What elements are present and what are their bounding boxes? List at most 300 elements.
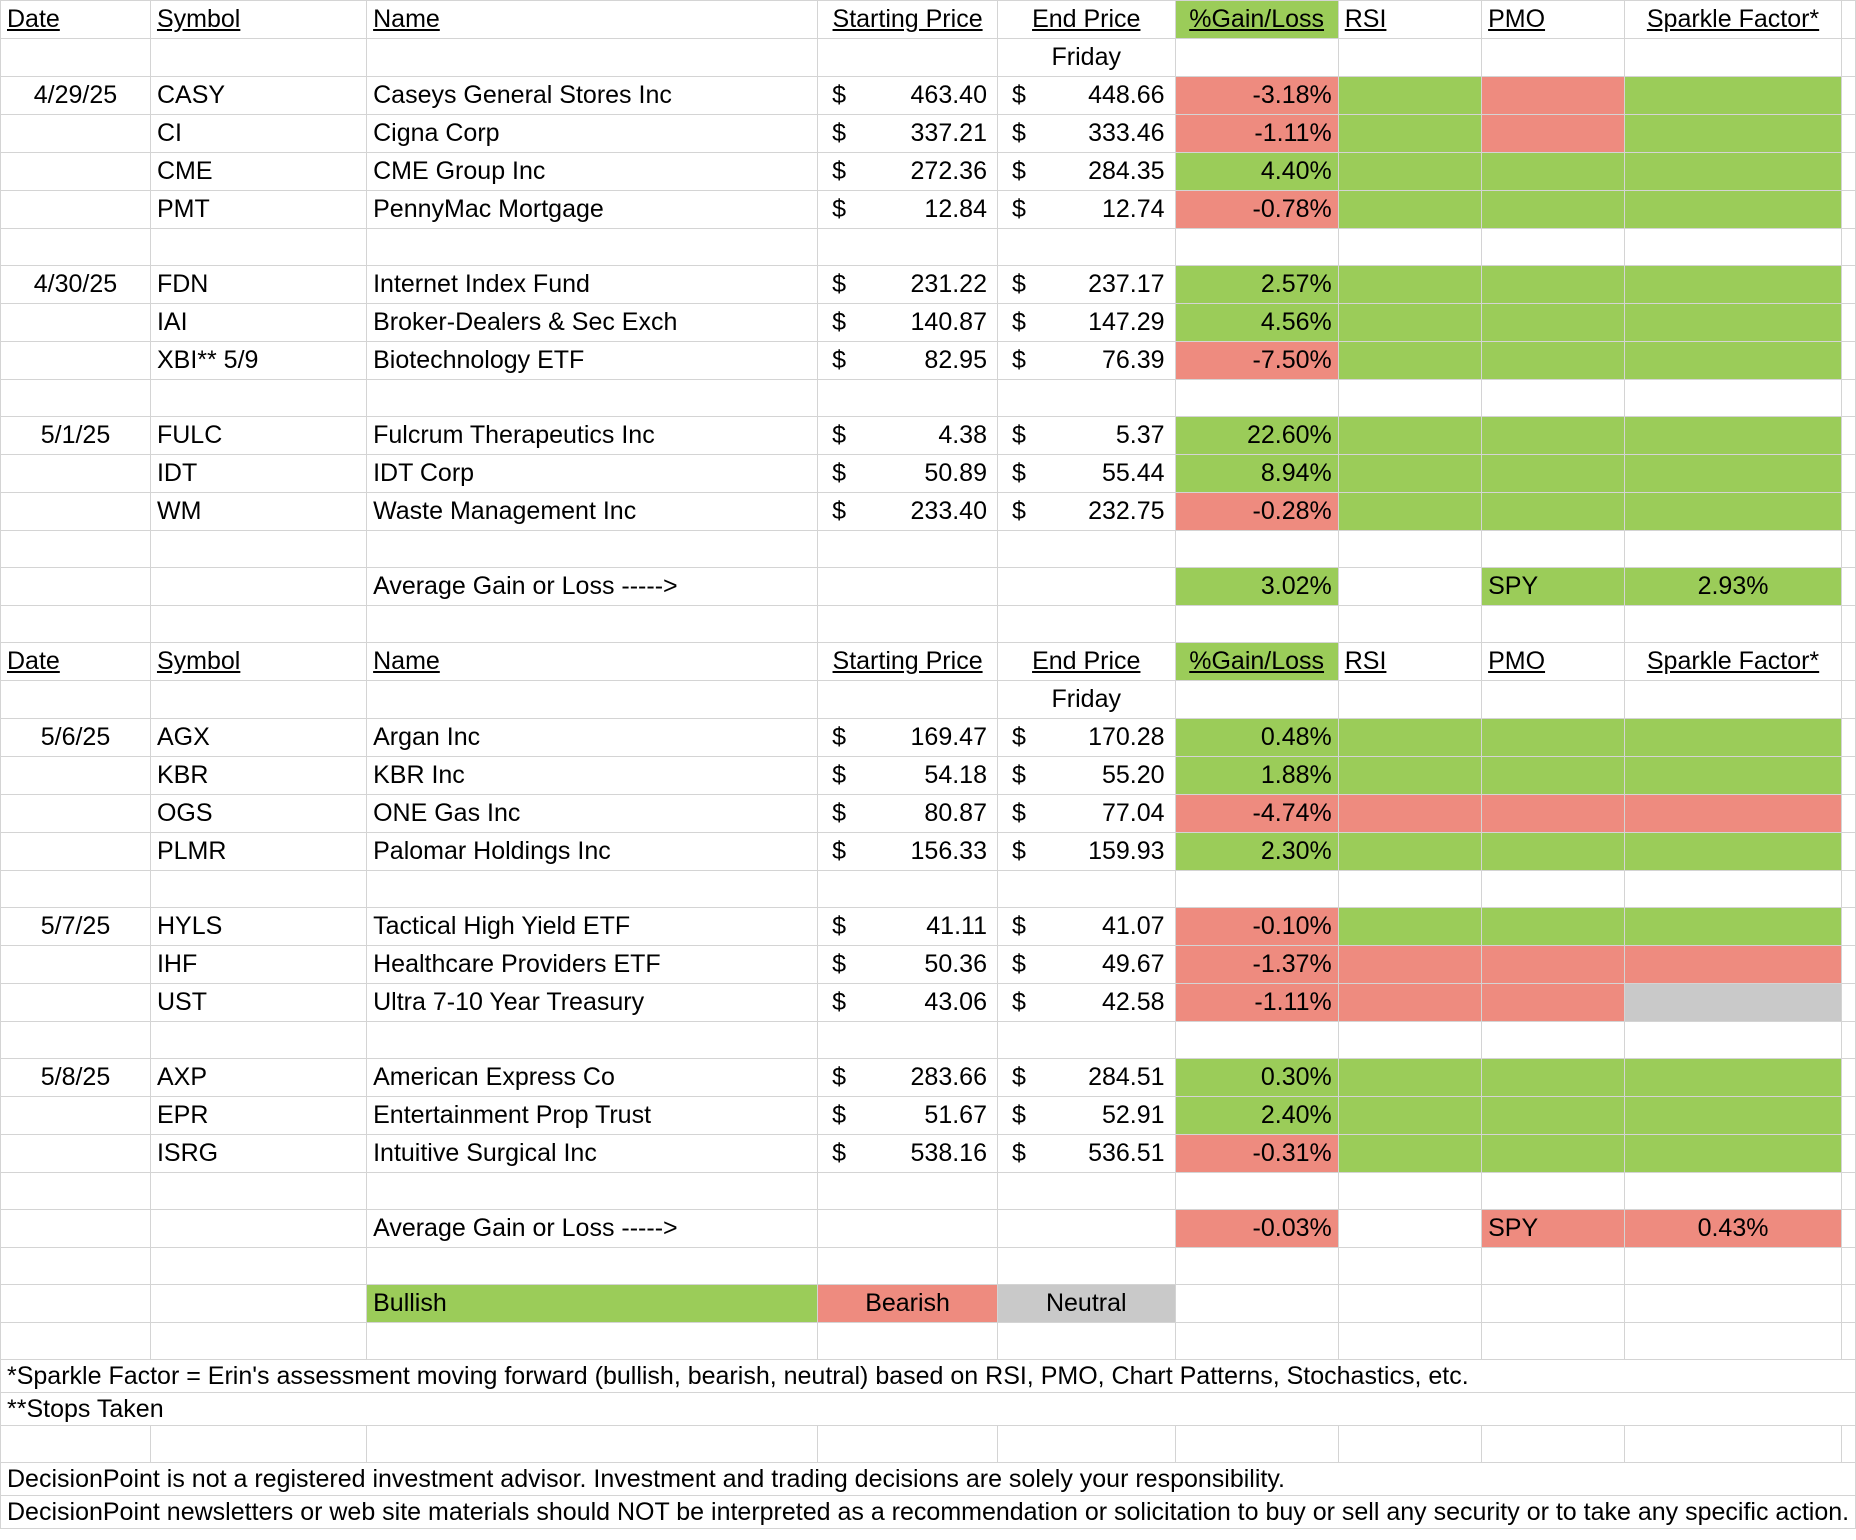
empty-cell[interactable] [1841,153,1855,191]
rsi-status-cell[interactable] [1338,153,1481,191]
empty-cell[interactable] [1338,380,1481,417]
start-price[interactable] [818,908,998,946]
pmo-status-cell[interactable] [1482,115,1625,153]
empty-cell[interactable] [1338,39,1481,77]
end-price[interactable] [997,1059,1175,1097]
empty-cell[interactable] [818,1323,998,1360]
empty-cell[interactable] [1841,39,1855,77]
pmo-status-cell[interactable] [1482,304,1625,342]
rsi-status-cell[interactable] [1338,757,1481,795]
sparkle-status-cell[interactable] [1625,757,1841,795]
gain-cell[interactable]: -1.11% [1175,115,1338,153]
start-price[interactable] [818,417,998,455]
header-rsi[interactable]: RSI [1338,1,1481,39]
pmo-status-cell[interactable] [1482,417,1625,455]
start-price[interactable] [818,1097,998,1135]
empty-cell[interactable] [818,1248,998,1285]
header-symbol[interactable]: Symbol [150,1,366,39]
end-price[interactable] [997,833,1175,871]
empty-cell[interactable] [1,1426,151,1463]
name-cell[interactable]: Intuitive Surgical Inc [367,1135,818,1173]
symbol-cell[interactable]: IAI [150,304,366,342]
pmo-status-cell[interactable] [1482,908,1625,946]
empty-cell[interactable] [1625,606,1841,643]
empty-cell[interactable] [818,1022,998,1059]
date-cell[interactable] [1,342,151,380]
empty-cell[interactable] [997,1426,1175,1463]
empty-cell[interactable] [997,1323,1175,1360]
empty-cell[interactable] [1338,568,1481,606]
rsi-status-cell[interactable] [1338,417,1481,455]
empty-cell[interactable] [1482,1248,1625,1285]
empty-cell[interactable] [1841,719,1855,757]
empty-cell[interactable] [150,1323,366,1360]
empty-cell[interactable] [1841,229,1855,266]
date-cell[interactable] [1,946,151,984]
empty-cell[interactable] [1625,1285,1841,1323]
empty-cell[interactable] [1,1173,151,1210]
empty-cell[interactable] [1338,1173,1481,1210]
end-price[interactable] [997,304,1175,342]
header-name[interactable]: Name [367,643,818,681]
empty-cell[interactable] [1338,681,1481,719]
empty-cell[interactable] [367,1173,818,1210]
rsi-status-cell[interactable] [1338,77,1481,115]
empty-cell[interactable] [1625,1426,1841,1463]
symbol-cell[interactable]: OGS [150,795,366,833]
symbol-cell[interactable]: KBR [150,757,366,795]
pmo-status-cell[interactable] [1482,795,1625,833]
symbol-cell[interactable]: ISRG [150,1135,366,1173]
empty-cell[interactable] [150,1210,366,1248]
spy-label[interactable]: SPY [1482,568,1625,606]
empty-cell[interactable] [1,1248,151,1285]
pmo-status-cell[interactable] [1482,946,1625,984]
empty-cell[interactable] [1338,1248,1481,1285]
name-cell[interactable]: Ultra 7-10 Year Treasury [367,984,818,1022]
empty-cell[interactable] [1482,606,1625,643]
start-price[interactable] [818,719,998,757]
empty-cell[interactable] [1175,1285,1338,1323]
name-cell[interactable]: American Express Co [367,1059,818,1097]
gain-cell[interactable]: -0.78% [1175,191,1338,229]
sparkle-status-cell[interactable] [1625,493,1841,531]
start-price[interactable] [818,304,998,342]
empty-cell[interactable] [1,606,151,643]
gain-cell[interactable]: -0.28% [1175,493,1338,531]
rsi-status-cell[interactable] [1338,266,1481,304]
pmo-status-cell[interactable] [1482,1135,1625,1173]
rsi-status-cell[interactable] [1338,946,1481,984]
empty-cell[interactable] [150,229,366,266]
empty-cell[interactable] [1841,1210,1855,1248]
date-cell[interactable] [1,115,151,153]
empty-cell[interactable] [818,871,998,908]
empty-cell[interactable] [1,380,151,417]
gain-cell[interactable]: 4.56% [1175,304,1338,342]
empty-cell[interactable] [150,1248,366,1285]
date-cell[interactable] [1,1135,151,1173]
symbol-cell[interactable]: HYLS [150,908,366,946]
note-disclaimer1[interactable]: DecisionPoint is not a registered investment advisor. Investment and trading decisions are solely your responsibility. [1,1463,1856,1496]
end-price[interactable] [997,266,1175,304]
symbol-cell[interactable]: XBI** 5/9 [150,342,366,380]
symbol-cell[interactable]: AXP [150,1059,366,1097]
name-cell[interactable]: PennyMac Mortgage [367,191,818,229]
empty-cell[interactable] [1,1285,151,1323]
sparkle-status-cell[interactable] [1625,342,1841,380]
empty-cell[interactable] [367,39,818,77]
name-cell[interactable]: Caseys General Stores Inc [367,77,818,115]
symbol-cell[interactable]: CME [150,153,366,191]
end-price[interactable] [997,153,1175,191]
empty-cell[interactable] [1175,1323,1338,1360]
empty-cell[interactable] [818,1210,998,1248]
empty-cell[interactable] [1841,833,1855,871]
sparkle-status-cell[interactable] [1625,946,1841,984]
empty-cell[interactable] [997,1022,1175,1059]
pmo-status-cell[interactable] [1482,1059,1625,1097]
empty-cell[interactable] [1,871,151,908]
empty-cell[interactable] [150,871,366,908]
name-cell[interactable]: Cigna Corp [367,115,818,153]
empty-cell[interactable] [997,380,1175,417]
header-gain[interactable]: %Gain/Loss [1175,643,1338,681]
header-end[interactable]: End Price [997,643,1175,681]
rsi-status-cell[interactable] [1338,342,1481,380]
sparkle-status-cell[interactable] [1625,191,1841,229]
header-pmo[interactable]: PMO [1482,1,1625,39]
header-end[interactable]: End Price [997,1,1175,39]
empty-cell[interactable] [1841,455,1855,493]
empty-cell[interactable] [1175,606,1338,643]
sparkle-status-cell[interactable] [1625,115,1841,153]
start-price[interactable] [818,153,998,191]
empty-cell[interactable] [818,39,998,77]
header-rsi[interactable]: RSI [1338,643,1481,681]
start-price[interactable] [818,795,998,833]
pmo-status-cell[interactable] [1482,1097,1625,1135]
name-cell[interactable]: Biotechnology ETF [367,342,818,380]
empty-cell[interactable] [150,568,366,606]
empty-cell[interactable] [1625,681,1841,719]
empty-cell[interactable] [1841,984,1855,1022]
start-price[interactable] [818,1135,998,1173]
end-price[interactable] [997,1097,1175,1135]
pmo-status-cell[interactable] [1482,833,1625,871]
symbol-cell[interactable]: IHF [150,946,366,984]
date-cell[interactable] [1,455,151,493]
rsi-status-cell[interactable] [1338,455,1481,493]
date-cell[interactable] [1,984,151,1022]
header-sparkle[interactable]: Sparkle Factor* [1625,643,1841,681]
pmo-status-cell[interactable] [1482,455,1625,493]
rsi-status-cell[interactable] [1338,1135,1481,1173]
symbol-cell[interactable]: PMT [150,191,366,229]
empty-cell[interactable] [1841,1426,1855,1463]
name-cell[interactable]: Waste Management Inc [367,493,818,531]
pmo-status-cell[interactable] [1482,342,1625,380]
sparkle-status-cell[interactable] [1625,417,1841,455]
empty-cell[interactable] [367,380,818,417]
empty-cell[interactable] [1841,871,1855,908]
empty-cell[interactable] [1338,1323,1481,1360]
note-disclaimer2[interactable]: DecisionPoint newsletters or web site materials should NOT be interpreted as a recommendation or solicitation to buy or sell any security or to take any specific action. [1,1496,1856,1529]
rsi-status-cell[interactable] [1338,191,1481,229]
empty-cell[interactable] [818,380,998,417]
empty-cell[interactable] [1338,1022,1481,1059]
empty-cell[interactable] [1841,795,1855,833]
symbol-cell[interactable]: PLMR [150,833,366,871]
empty-cell[interactable] [997,871,1175,908]
header-gain[interactable]: %Gain/Loss [1175,1,1338,39]
empty-cell[interactable] [1841,115,1855,153]
gain-cell[interactable]: 2.30% [1175,833,1338,871]
empty-cell[interactable] [1175,681,1338,719]
rsi-status-cell[interactable] [1338,1097,1481,1135]
empty-cell[interactable] [1175,871,1338,908]
empty-cell[interactable] [1841,643,1855,681]
sparkle-status-cell[interactable] [1625,795,1841,833]
end-price[interactable] [997,719,1175,757]
empty-cell[interactable] [1175,229,1338,266]
empty-cell[interactable] [367,681,818,719]
empty-cell[interactable] [1625,380,1841,417]
gain-cell[interactable]: -1.37% [1175,946,1338,984]
empty-cell[interactable] [1,1022,151,1059]
empty-cell[interactable] [1482,1323,1625,1360]
pmo-status-cell[interactable] [1482,493,1625,531]
legend-neutral[interactable]: Neutral [997,1285,1175,1323]
empty-cell[interactable] [150,531,366,568]
empty-cell[interactable] [367,531,818,568]
date-cell[interactable]: 5/8/25 [1,1059,151,1097]
empty-cell[interactable] [1841,191,1855,229]
empty-cell[interactable] [1841,1323,1855,1360]
empty-cell[interactable] [1841,380,1855,417]
empty-cell[interactable] [1841,1285,1855,1323]
empty-cell[interactable] [1841,1059,1855,1097]
empty-cell[interactable] [1482,531,1625,568]
empty-cell[interactable] [150,1173,366,1210]
gain-cell[interactable]: -3.18% [1175,77,1338,115]
sparkle-status-cell[interactable] [1625,1135,1841,1173]
empty-cell[interactable] [997,229,1175,266]
empty-cell[interactable] [150,681,366,719]
name-cell[interactable]: Palomar Holdings Inc [367,833,818,871]
note-sparkle[interactable]: *Sparkle Factor = Erin's assessment moving forward (bullish, bearish, neutral) based on RSI, PMO, Chart Patterns, Stochastics, etc. [1,1360,1856,1393]
date-cell[interactable] [1,757,151,795]
empty-cell[interactable] [1,229,151,266]
date-cell[interactable]: 4/29/25 [1,77,151,115]
pmo-status-cell[interactable] [1482,191,1625,229]
empty-cell[interactable] [1841,531,1855,568]
header-end-sub[interactable]: Friday [997,681,1175,719]
average-label[interactable]: Average Gain or Loss -----> [367,568,818,606]
name-cell[interactable]: KBR Inc [367,757,818,795]
average-value[interactable]: -0.03% [1175,1210,1338,1248]
header-start[interactable]: Starting Price [818,1,998,39]
pmo-status-cell[interactable] [1482,153,1625,191]
gain-cell[interactable]: -0.10% [1175,908,1338,946]
pmo-status-cell[interactable] [1482,266,1625,304]
empty-cell[interactable] [367,1426,818,1463]
empty-cell[interactable] [997,531,1175,568]
name-cell[interactable]: Argan Inc [367,719,818,757]
empty-cell[interactable] [1841,417,1855,455]
pmo-status-cell[interactable] [1482,719,1625,757]
empty-cell[interactable] [1841,681,1855,719]
start-price[interactable] [818,455,998,493]
empty-cell[interactable] [1841,493,1855,531]
empty-cell[interactable] [1841,908,1855,946]
header-sparkle[interactable]: Sparkle Factor* [1625,1,1841,39]
empty-cell[interactable] [1175,1173,1338,1210]
sparkle-status-cell[interactable] [1625,1097,1841,1135]
empty-cell[interactable] [1841,1097,1855,1135]
end-price[interactable] [997,417,1175,455]
empty-cell[interactable] [1175,39,1338,77]
empty-cell[interactable] [1841,1173,1855,1210]
empty-cell[interactable] [1175,1248,1338,1285]
empty-cell[interactable] [997,1210,1175,1248]
empty-cell[interactable] [1,39,151,77]
empty-cell[interactable] [1841,1,1855,39]
sparkle-status-cell[interactable] [1625,719,1841,757]
sparkle-status-cell[interactable] [1625,833,1841,871]
empty-cell[interactable] [1482,1285,1625,1323]
date-cell[interactable]: 5/1/25 [1,417,151,455]
rsi-status-cell[interactable] [1338,833,1481,871]
empty-cell[interactable] [1841,606,1855,643]
date-cell[interactable] [1,1097,151,1135]
empty-cell[interactable] [150,1285,366,1323]
empty-cell[interactable] [1175,1426,1338,1463]
end-price[interactable] [997,77,1175,115]
date-cell[interactable] [1,493,151,531]
sparkle-status-cell[interactable] [1625,77,1841,115]
empty-cell[interactable] [150,380,366,417]
gain-cell[interactable]: -4.74% [1175,795,1338,833]
sparkle-status-cell[interactable] [1625,984,1841,1022]
gain-cell[interactable]: 8.94% [1175,455,1338,493]
empty-cell[interactable] [1625,531,1841,568]
average-label[interactable]: Average Gain or Loss -----> [367,1210,818,1248]
empty-cell[interactable] [150,1022,366,1059]
empty-cell[interactable] [1338,1285,1481,1323]
empty-cell[interactable] [1482,229,1625,266]
empty-cell[interactable] [1338,606,1481,643]
empty-cell[interactable] [1338,229,1481,266]
start-price[interactable] [818,342,998,380]
average-value[interactable]: 3.02% [1175,568,1338,606]
empty-cell[interactable] [1841,304,1855,342]
empty-cell[interactable] [1841,77,1855,115]
header-pmo[interactable]: PMO [1482,643,1625,681]
empty-cell[interactable] [150,1426,366,1463]
date-cell[interactable] [1,304,151,342]
empty-cell[interactable] [997,606,1175,643]
empty-cell[interactable] [367,1248,818,1285]
header-name[interactable]: Name [367,1,818,39]
empty-cell[interactable] [1841,1022,1855,1059]
gain-cell[interactable]: 0.48% [1175,719,1338,757]
empty-cell[interactable] [1,531,151,568]
end-price[interactable] [997,757,1175,795]
date-cell[interactable] [1,191,151,229]
empty-cell[interactable] [1338,1210,1481,1248]
symbol-cell[interactable]: EPR [150,1097,366,1135]
end-price[interactable] [997,115,1175,153]
empty-cell[interactable] [1841,342,1855,380]
empty-cell[interactable] [818,568,998,606]
start-price[interactable] [818,266,998,304]
empty-cell[interactable] [1625,229,1841,266]
empty-cell[interactable] [367,871,818,908]
empty-cell[interactable] [1482,380,1625,417]
empty-cell[interactable] [1625,1173,1841,1210]
symbol-cell[interactable]: FDN [150,266,366,304]
empty-cell[interactable] [1175,1022,1338,1059]
end-price[interactable] [997,191,1175,229]
symbol-cell[interactable]: IDT [150,455,366,493]
empty-cell[interactable] [997,1173,1175,1210]
gain-cell[interactable]: 2.40% [1175,1097,1338,1135]
end-price[interactable] [997,908,1175,946]
end-price[interactable] [997,342,1175,380]
name-cell[interactable]: ONE Gas Inc [367,795,818,833]
start-price[interactable] [818,757,998,795]
start-price[interactable] [818,115,998,153]
empty-cell[interactable] [1841,266,1855,304]
empty-cell[interactable] [1841,757,1855,795]
rsi-status-cell[interactable] [1338,1059,1481,1097]
spy-value[interactable]: 0.43% [1625,1210,1841,1248]
empty-cell[interactable] [818,229,998,266]
empty-cell[interactable] [150,606,366,643]
pmo-status-cell[interactable] [1482,77,1625,115]
name-cell[interactable]: Tactical High Yield ETF [367,908,818,946]
sparkle-status-cell[interactable] [1625,908,1841,946]
start-price[interactable] [818,984,998,1022]
symbol-cell[interactable]: FULC [150,417,366,455]
sparkle-status-cell[interactable] [1625,1059,1841,1097]
gain-cell[interactable]: 22.60% [1175,417,1338,455]
end-price[interactable] [997,795,1175,833]
date-cell[interactable] [1,795,151,833]
rsi-status-cell[interactable] [1338,304,1481,342]
empty-cell[interactable] [997,1248,1175,1285]
name-cell[interactable]: Fulcrum Therapeutics Inc [367,417,818,455]
rsi-status-cell[interactable] [1338,115,1481,153]
spy-label[interactable]: SPY [1482,1210,1625,1248]
empty-cell[interactable] [1175,380,1338,417]
empty-cell[interactable] [1625,1323,1841,1360]
sparkle-status-cell[interactable] [1625,455,1841,493]
empty-cell[interactable] [367,229,818,266]
rsi-status-cell[interactable] [1338,795,1481,833]
empty-cell[interactable] [1175,531,1338,568]
empty-cell[interactable] [818,681,998,719]
symbol-cell[interactable]: CASY [150,77,366,115]
name-cell[interactable]: Entertainment Prop Trust [367,1097,818,1135]
start-price[interactable] [818,1059,998,1097]
empty-cell[interactable] [1625,39,1841,77]
legend-bearish[interactable]: Bearish [818,1285,998,1323]
empty-cell[interactable] [818,531,998,568]
date-cell[interactable] [1,153,151,191]
rsi-status-cell[interactable] [1338,908,1481,946]
